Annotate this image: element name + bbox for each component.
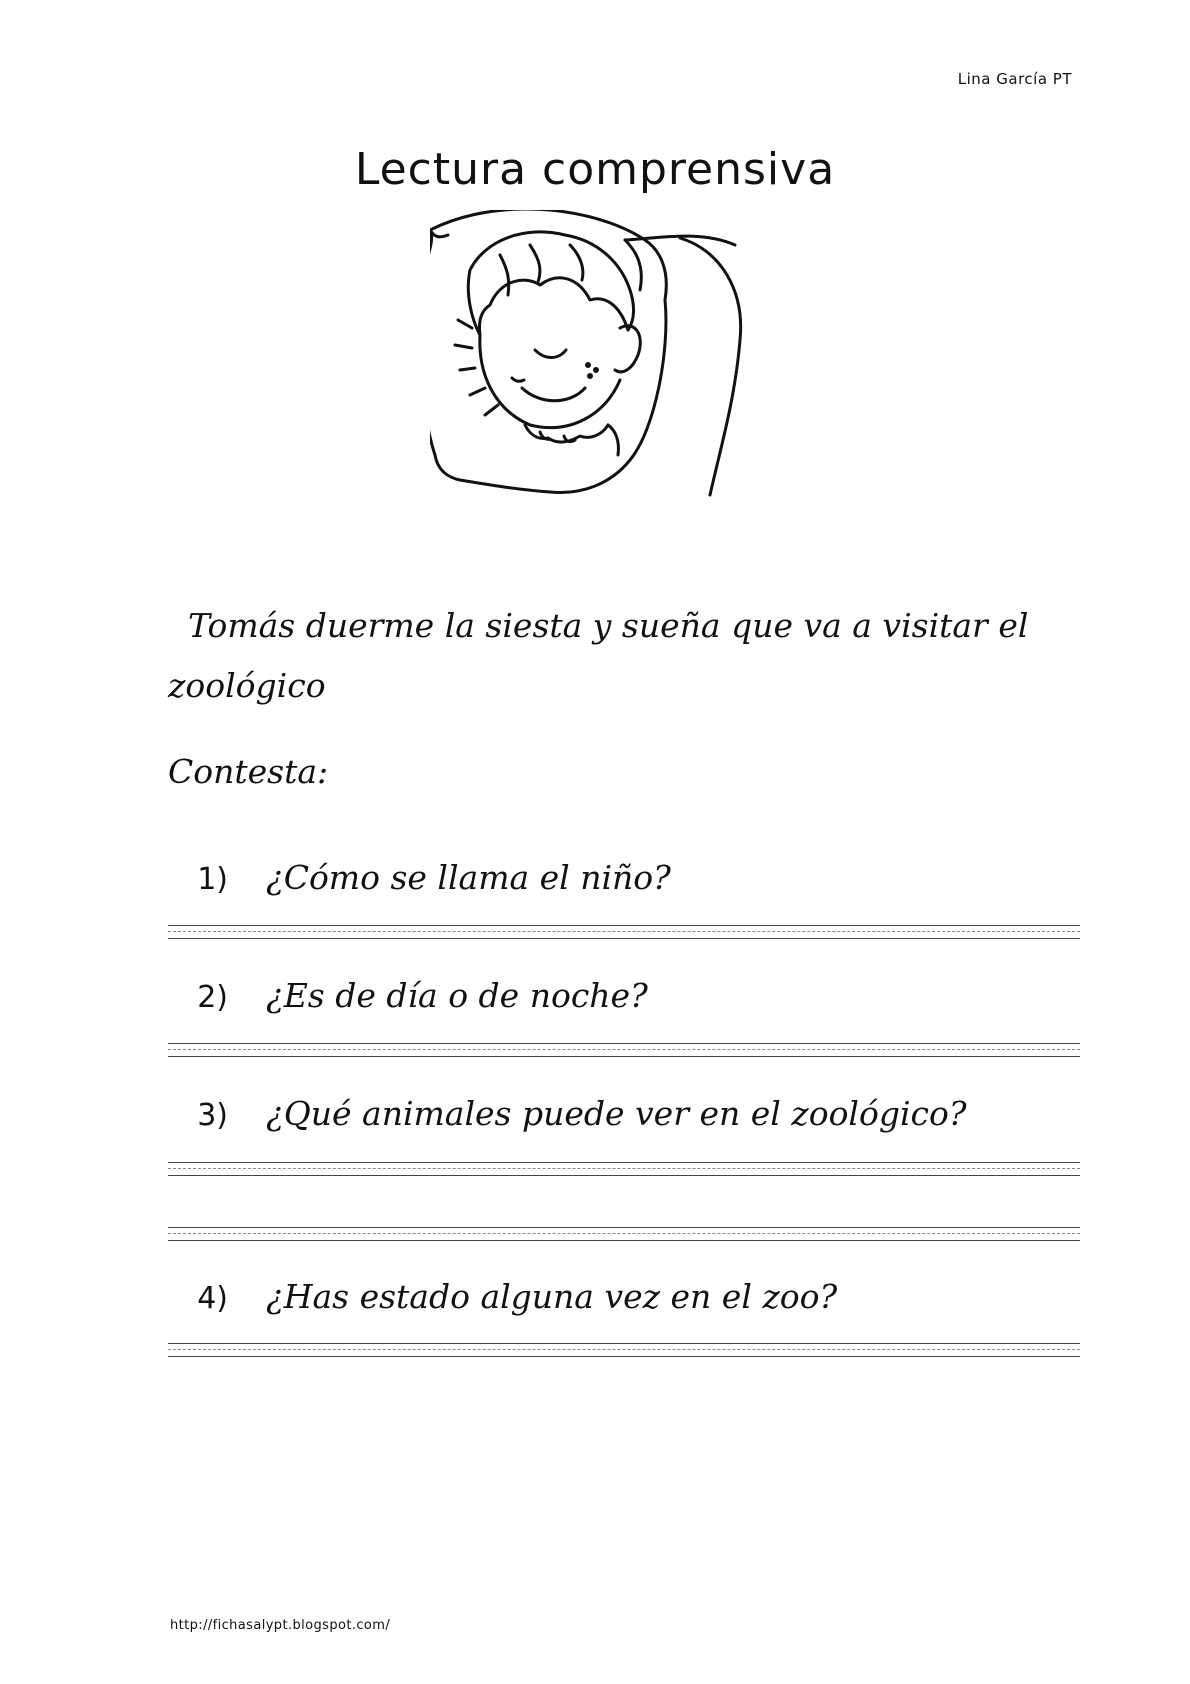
answer-line[interactable]	[168, 1343, 1080, 1357]
question-text: ¿Cómo se llama el niño?	[266, 858, 671, 897]
question-text: ¿Has estado alguna vez en el zoo?	[266, 1277, 838, 1316]
question-number: 3)	[197, 1098, 228, 1133]
question-3	[168, 1094, 1098, 1133]
story-text	[168, 596, 1098, 716]
answer-line[interactable]	[168, 1162, 1080, 1176]
answer-line[interactable]	[168, 925, 1080, 939]
question-2	[168, 976, 1098, 1015]
question-text: ¿Es de día o de noche?	[266, 976, 648, 1015]
sleeping-boy-illustration	[430, 210, 800, 540]
page-title: Lectura comprensiva	[354, 144, 836, 195]
question-4	[168, 1277, 1098, 1316]
question-number: 1)	[197, 862, 228, 897]
story-line-1: Tomás duerme la siesta y sueña que va a visitar el	[188, 606, 1029, 645]
answer-prompt: Contesta:	[168, 752, 329, 791]
story-line-2: zoológico	[168, 666, 326, 705]
sleeping-boy-on-pillow-icon	[430, 210, 800, 540]
question-text: ¿Qué animales puede ver en el zoológico?	[266, 1094, 967, 1133]
author-credit: Lina García PT	[957, 70, 1072, 88]
question-1	[168, 858, 1098, 897]
question-number: 2)	[197, 980, 228, 1015]
question-number: 4)	[197, 1281, 228, 1316]
answer-line[interactable]	[168, 1043, 1080, 1057]
answer-line[interactable]	[168, 1227, 1080, 1241]
footer-url: http://fichasalypt.blogspot.com/	[170, 1618, 391, 1633]
